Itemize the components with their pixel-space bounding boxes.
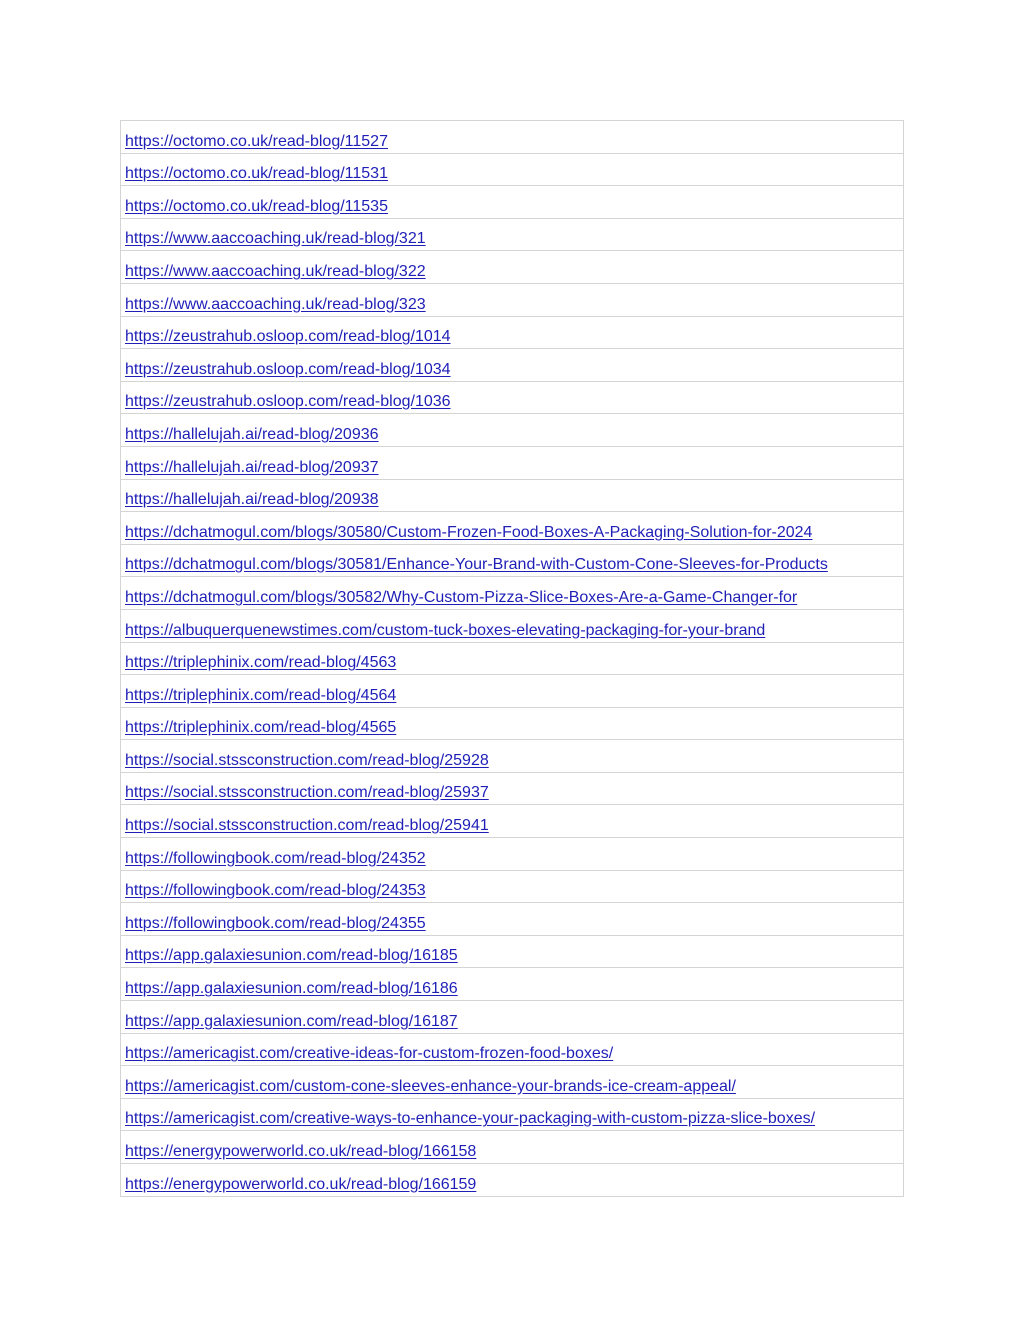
link[interactable]: https://app.galaxiesunion.com/read-blog/16185 (125, 947, 458, 965)
table-cell (121, 544, 904, 577)
link[interactable]: https://dchatmogul.com/blogs/30580/Custom-Frozen-Food-Boxes-A-Packaging-Solution-for-2024 (125, 523, 813, 541)
link[interactable]: https://followingbook.com/read-blog/24355 (125, 914, 426, 932)
link[interactable]: https://triplephinix.com/read-blog/4564 (125, 686, 397, 704)
table-row (121, 1164, 904, 1197)
link[interactable]: https://social.stssconstruction.com/read-blog/25937 (125, 784, 489, 802)
table-cell (121, 1066, 904, 1099)
table-cell (121, 1131, 904, 1164)
link[interactable]: https://www.aaccoaching.uk/read-blog/321 (125, 230, 426, 248)
table-cell (121, 283, 904, 316)
link[interactable]: https://followingbook.com/read-blog/24353 (125, 882, 426, 900)
table-row (121, 609, 904, 642)
link[interactable]: https://albuquerquenewstimes.com/custom-tuck-boxes-elevating-packaging-for-your-brand (125, 621, 766, 639)
link[interactable]: https://triplephinix.com/read-blog/4565 (125, 719, 397, 737)
table-cell (121, 642, 904, 675)
table-cell (121, 446, 904, 479)
table-row (121, 1001, 904, 1034)
table-row (121, 479, 904, 512)
link[interactable]: https://octomo.co.uk/read-blog/11527 (125, 132, 388, 150)
table-cell (121, 349, 904, 382)
table-row (121, 805, 904, 838)
link[interactable]: https://hallelujah.ai/read-blog/20937 (125, 458, 379, 476)
table-row (121, 316, 904, 349)
link[interactable]: https://americagist.com/custom-cone-sleeves-enhance-your-brands-ice-cream-appeal/ (125, 1077, 736, 1095)
table-cell (121, 772, 904, 805)
link[interactable]: https://energypowerworld.co.uk/read-blog/166158 (125, 1143, 477, 1160)
table-cell (121, 218, 904, 251)
table-cell (121, 740, 904, 773)
table-cell (121, 1164, 904, 1197)
table-row (121, 838, 904, 871)
table-row (121, 642, 904, 675)
link[interactable]: https://zeustrahub.osloop.com/read-blog/1034 (125, 360, 451, 378)
table-cell (121, 838, 904, 871)
table-cell (121, 1001, 904, 1034)
table-row (121, 414, 904, 447)
link[interactable]: https://followingbook.com/read-blog/24352 (125, 849, 426, 867)
link[interactable]: https://triplephinix.com/read-blog/4563 (125, 654, 397, 672)
table-row (121, 283, 904, 316)
table-cell (121, 479, 904, 512)
table-row (121, 251, 904, 284)
link[interactable]: https://zeustrahub.osloop.com/read-blog/1014 (125, 328, 451, 346)
table-cell (121, 316, 904, 349)
link[interactable]: https://zeustrahub.osloop.com/read-blog/1036 (125, 393, 451, 411)
table-cell (121, 577, 904, 610)
table-cell (121, 153, 904, 186)
table-cell (121, 414, 904, 447)
link[interactable]: https://www.aaccoaching.uk/read-blog/322 (125, 262, 426, 280)
link-table (120, 120, 904, 1197)
link[interactable]: https://americagist.com/creative-ideas-for-custom-frozen-food-boxes/ (125, 1045, 614, 1063)
table-row (121, 935, 904, 968)
table-cell (121, 1033, 904, 1066)
table-row (121, 1033, 904, 1066)
table-row (121, 218, 904, 251)
table-row (121, 446, 904, 479)
table-cell (121, 675, 904, 708)
table-row (121, 153, 904, 186)
table-cell (121, 186, 904, 219)
link[interactable]: https://app.galaxiesunion.com/read-blog/16187 (125, 1012, 458, 1030)
table-row (121, 1098, 904, 1131)
link[interactable]: https://energypowerworld.co.uk/read-blog/166159 (125, 1175, 477, 1193)
link[interactable]: https://social.stssconstruction.com/read-blog/25928 (125, 751, 489, 769)
table-row (121, 121, 904, 154)
link[interactable]: https://dchatmogul.com/blogs/30581/Enhance-Your-Brand-with-Custom-Cone-Sleeves-for-Products (125, 556, 828, 574)
link[interactable]: https://social.stssconstruction.com/read-blog/25941 (125, 817, 489, 835)
table-row (121, 577, 904, 610)
link[interactable]: https://app.galaxiesunion.com/read-blog/16186 (125, 980, 458, 998)
table-row (121, 186, 904, 219)
table-row (121, 903, 904, 936)
table-row (121, 675, 904, 708)
table-cell (121, 251, 904, 284)
link[interactable]: https://octomo.co.uk/read-blog/11535 (125, 197, 388, 215)
link[interactable]: https://www.aaccoaching.uk/read-blog/323 (125, 295, 426, 313)
link-table-body (121, 121, 904, 1197)
table-cell (121, 121, 904, 154)
table-row (121, 707, 904, 740)
table-cell (121, 512, 904, 545)
table-row (121, 1131, 904, 1164)
table-cell (121, 609, 904, 642)
link[interactable]: https://hallelujah.ai/read-blog/20938 (125, 491, 379, 509)
table-cell (121, 707, 904, 740)
table-row (121, 544, 904, 577)
table-row (121, 381, 904, 414)
table-row (121, 968, 904, 1001)
table-row (121, 1066, 904, 1099)
table-row (121, 870, 904, 903)
table-row (121, 349, 904, 382)
table-cell (121, 1098, 904, 1131)
table-row (121, 772, 904, 805)
table-cell (121, 935, 904, 968)
table-cell (121, 968, 904, 1001)
table-row (121, 740, 904, 773)
table-cell (121, 381, 904, 414)
table-cell (121, 903, 904, 936)
table-row (121, 512, 904, 545)
table-cell (121, 805, 904, 838)
link[interactable]: https://americagist.com/creative-ways-to-enhance-your-packaging-with-custom-pizza-slice-boxes/ (125, 1110, 816, 1128)
table-cell (121, 870, 904, 903)
link[interactable]: https://octomo.co.uk/read-blog/11531 (125, 165, 388, 183)
link[interactable]: https://dchatmogul.com/blogs/30582/Why-Custom-Pizza-Slice-Boxes-Are-a-Game-Changer-for (125, 588, 798, 606)
link[interactable]: https://hallelujah.ai/read-blog/20936 (125, 425, 379, 443)
